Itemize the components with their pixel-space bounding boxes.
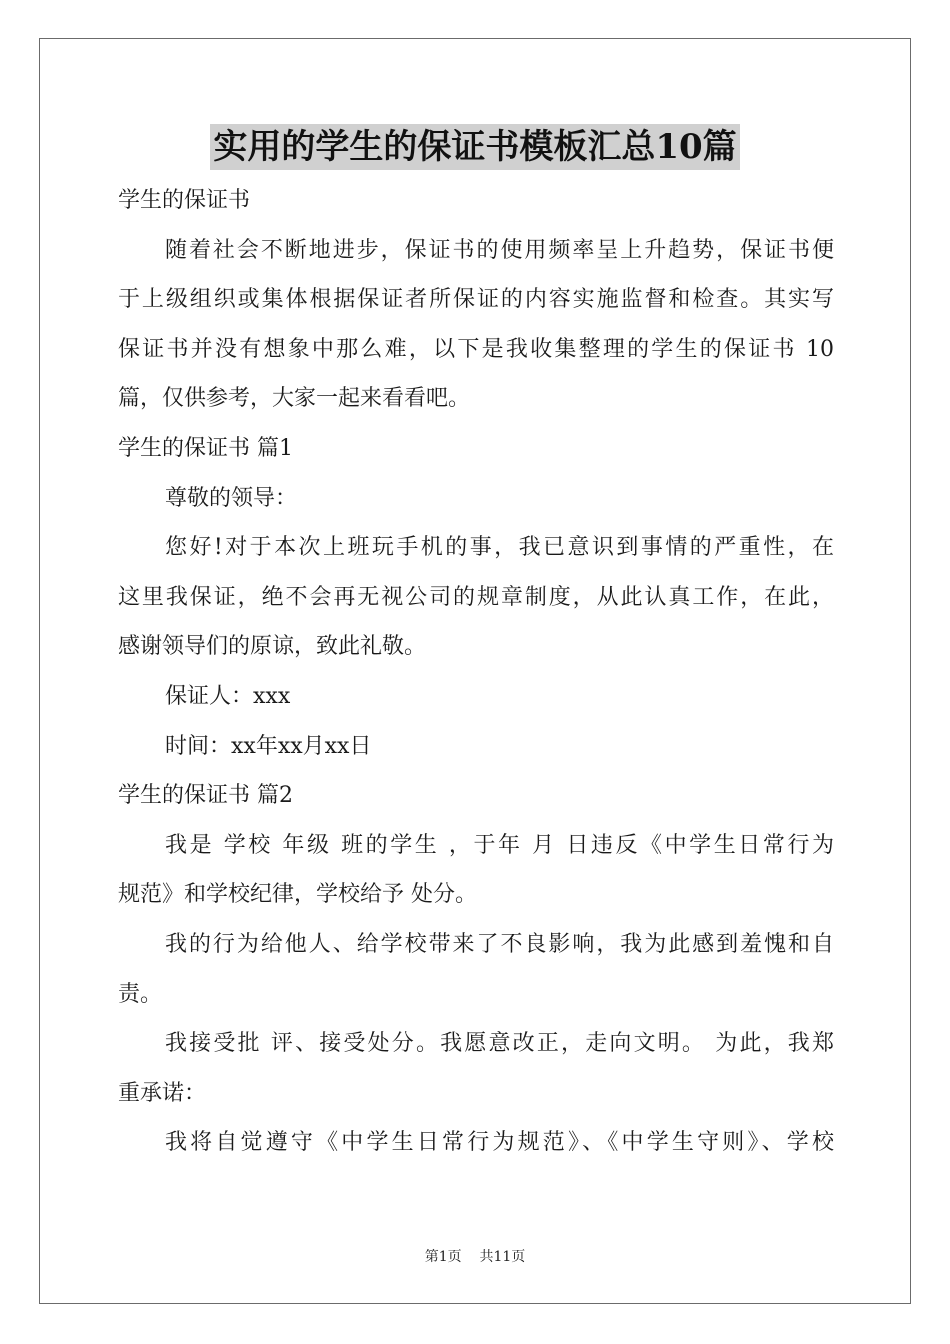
document-body [118,176,834,1168]
text-line: 学生的保证书 [118,188,251,213]
text-line: 您好!对于本次上班玩手机的事，我已意识到事情的严重性，在 [165,535,834,561]
text-line: 随着社会不断地进步，保证书的使用频率呈上升趋势，保证书便 [165,237,834,263]
text-line: 学生的保证书 篇1 [118,435,293,461]
text-line: 责。 [118,981,163,1007]
text-line: 尊敬的领导： [165,485,298,511]
text-line: 时间：xx年xx月xx日 [165,733,372,759]
text-line: 学生的保证书 篇2 [118,783,293,809]
title-container [0,124,950,170]
text-line: 我将自觉遵守《中学生日常行为规范》、《中学生守则》、学校 [165,1130,834,1156]
text-line: 重承诺： [118,1080,207,1106]
text-line: 篇，仅供参考，大家一起来看看吧。 [118,386,471,412]
text-line: 于上级组织或集体根据保证者所保证的内容实施监督和检查。其实写 [118,287,834,313]
page-number: 第1页 [424,1249,462,1265]
page-footer [0,1246,950,1266]
text-line: 规范》和学校纪律，学校给予 处分。 [118,882,477,908]
text-line: 保证人：xxx [165,683,291,709]
text-line: 我的行为给他人、给学校带来了不良影响，我为此感到羞愧和自 [165,931,834,957]
text-line: 这里我保证，绝不会再无视公司的规章制度，从此认真工作，在此， [118,584,834,610]
text-line: 我接受批 评、接受处分。我愿意改正，走向文明。 为此，我郑 [165,1031,834,1057]
document-title: 实用的学生的保证书模板汇总10篇 [210,124,739,170]
text-line: 保证书并没有想象中那么难，以下是我收集整理的学生的保证书 10 [118,336,834,362]
page-total: 共11页 [479,1249,526,1265]
text-line: 我是 学校 年级 班的学生 ，于年 月 日违反《中学生日常行为 [165,832,834,858]
text-line: 感谢领导们的原谅，致此礼敬。 [118,634,427,660]
